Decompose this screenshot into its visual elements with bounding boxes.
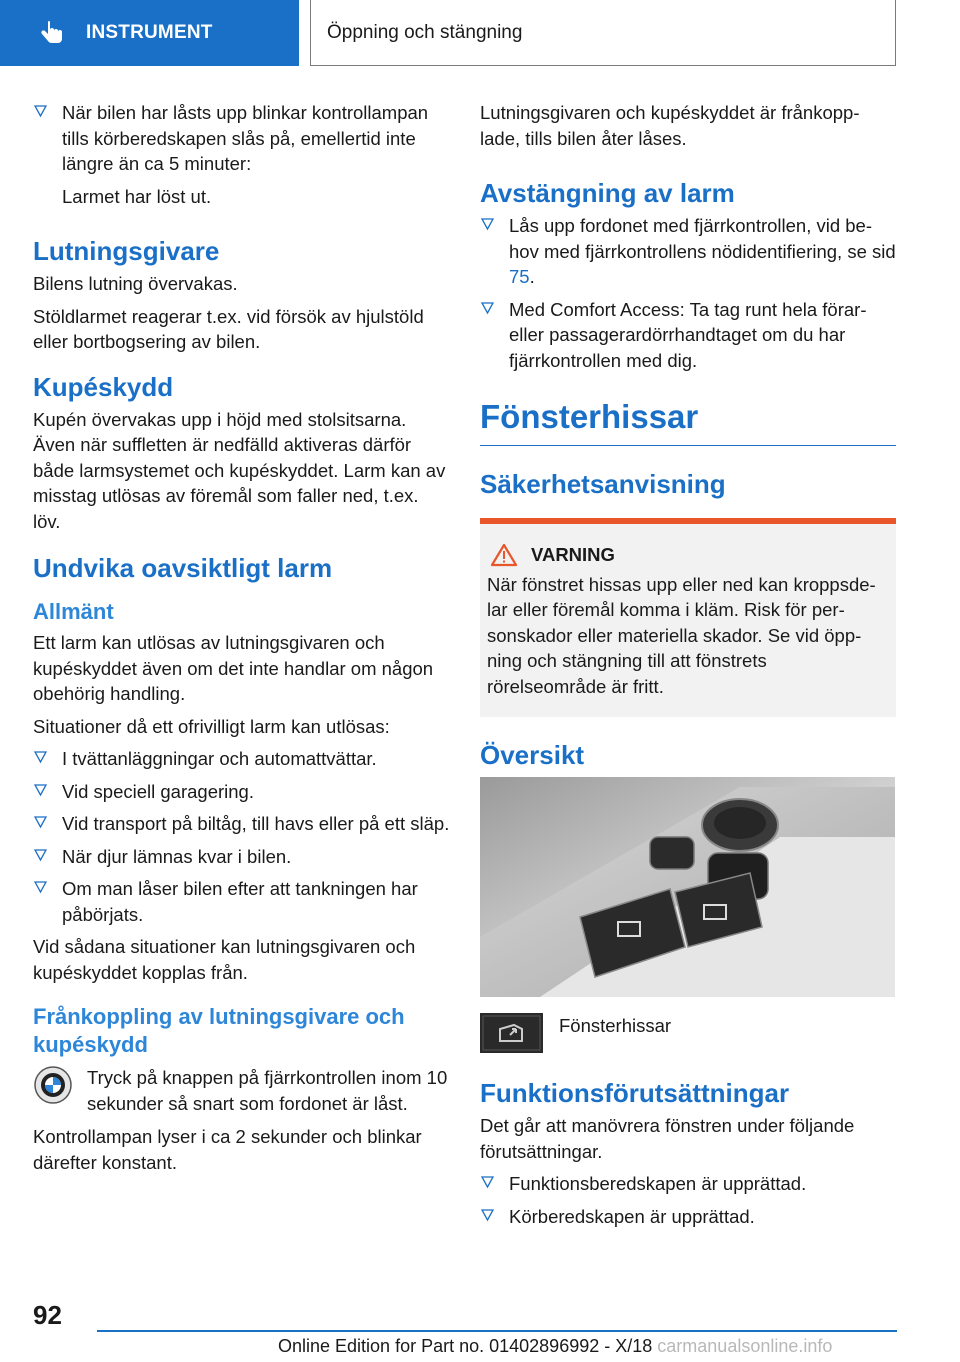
paragraph: Ett larm kan utlösas av lutningsgivaren och kupéskyddet även om det inte handlar om någon obehörig handling. xyxy=(33,632,434,704)
heading-avstangning: Avstängning av larm xyxy=(480,178,735,208)
left-column xyxy=(33,100,451,1182)
triangle-bullet-icon xyxy=(34,849,47,862)
list-item: I tvättanläggningar och automattvättar. xyxy=(33,746,451,772)
list-item-sub: Larmet har löst ut. xyxy=(62,185,212,207)
footer-divider xyxy=(97,1330,897,1332)
heading-sakerhetsanvisning: Säkerhetsanvisning xyxy=(480,469,726,499)
page-link[interactable]: 75 xyxy=(509,266,530,287)
heading-oversikt: Översikt xyxy=(480,740,585,770)
instruction-with-icon: Tryck på knappen på fjärrkontrollen inom 10 sekunder så snart som fordonet är låst. xyxy=(33,1065,451,1116)
paragraph: Lutningsgivaren och kupéskyddet är frånkopp-lade, tills bilen åter låses. xyxy=(480,102,860,149)
triangle-bullet-icon xyxy=(34,751,47,764)
heading-kupeskydd: Kupéskydd xyxy=(33,371,174,402)
window-lift-button-icon xyxy=(480,1013,543,1053)
triangle-bullet-icon xyxy=(34,105,47,118)
heading-funktionsforutsattningar: Funktionsförutsättningar xyxy=(480,1078,790,1108)
list-item: Körberedskapen är upprättad. xyxy=(480,1204,896,1230)
list-item: När bilen har låsts upp blinkar kontrollampan tills körberedskapen slås på, emellertid inte längre än ca 5 minuter: Larmet har löst ut. xyxy=(33,100,451,209)
watermark: carmanualsonline.info xyxy=(657,1336,833,1356)
list-item: Med Comfort Access: Ta tag runt hela förar- eller passagerardörrhandtaget om du har fjärrkontrollen med dig. xyxy=(480,297,896,374)
list-item: Om man låser bilen efter att tankningen har påbörjats. xyxy=(33,876,451,927)
heading-lutningsgivare: Lutningsgivare xyxy=(33,236,220,266)
paragraph: Vid sådana situationer kan lutningsgivaren och kupéskyddet kopplas från. xyxy=(33,936,416,983)
hand-pointer-icon xyxy=(40,20,66,46)
window-switch-photo xyxy=(480,777,895,997)
triangle-bullet-icon xyxy=(481,302,494,315)
warning-title: VARNING xyxy=(487,542,886,568)
triangle-bullet-icon xyxy=(481,218,494,231)
list-item: Lås upp fordonet med fjärrkontrollen, vid be-hov med fjärrkontrollens nödidentifiering, se sid 75. xyxy=(480,213,896,290)
heading-undvika: Undvika oavsiktligt larm xyxy=(33,553,333,583)
triangle-bullet-icon xyxy=(34,881,47,894)
list-item: När djur lämnas kvar i bilen. xyxy=(33,844,451,870)
figure-caption-row xyxy=(480,1013,896,1053)
triangle-bullet-icon xyxy=(481,1209,494,1222)
section-tab xyxy=(0,0,299,66)
warning-box xyxy=(480,518,896,717)
list-item: Funktionsberedskapen är upprättad. xyxy=(480,1171,896,1197)
heading-frankoppling: Frånkoppling av lutningsgivare och kupéskydd xyxy=(33,1004,405,1057)
paragraph: Bilens lutning övervakas. xyxy=(33,273,238,294)
triangle-bullet-icon xyxy=(481,1176,494,1189)
chapter-title: Öppning och stängning xyxy=(327,21,523,43)
car-key-logo-icon xyxy=(33,1065,73,1105)
triangle-bullet-icon xyxy=(34,784,47,797)
paragraph: Kontrollampan lyser i ca 2 sekunder och blinkar därefter konstant. xyxy=(33,1126,422,1173)
right-column xyxy=(480,100,896,1236)
heading-fonsterhissar: Fönsterhissar xyxy=(480,397,896,446)
figure-caption: Fönsterhissar xyxy=(559,1015,672,1036)
warning-triangle-icon xyxy=(491,543,517,567)
list-item: Vid transport på biltåg, till havs eller på ett släp. xyxy=(33,811,451,837)
page-number: 92 xyxy=(33,1300,62,1330)
breadcrumb xyxy=(310,0,896,66)
heading-allmant: Allmänt xyxy=(33,599,114,624)
paragraph: Situationer då ett ofrivilligt larm kan utlösas: xyxy=(33,715,390,737)
list-item: Vid speciell garagering. xyxy=(33,779,451,805)
paragraph: Kupén övervakas upp i höjd med stolsitsarna. Även när suffletten är nedfälld aktiveras därför både larmsystemet och kupéskyddet. Larm kan av misstag utlösas av föremål som faller ned, t.ex. löv. xyxy=(33,408,446,532)
paragraph: Det går att manövrera fönstren under följande förutsättningar. xyxy=(480,1115,855,1162)
warning-text: När fönstret hissas upp eller ned kan kroppsde-lar eller föremål komma i kläm. Risk för per-sonskador eller materiella skador. Se vid öpp-ning och stängning till att fönstrets rörelseområde är fritt. xyxy=(487,573,876,697)
paragraph: Stöldlarmet reagerar t.ex. vid försök av hjulstöld eller bortbogsering av bilen. xyxy=(33,305,424,352)
triangle-bullet-icon xyxy=(34,816,47,829)
section-title: INSTRUMENT xyxy=(86,22,213,43)
footer-edition: Online Edition for Part no. 01402896992 - X/18 carmanualsonline.info xyxy=(278,1336,833,1356)
